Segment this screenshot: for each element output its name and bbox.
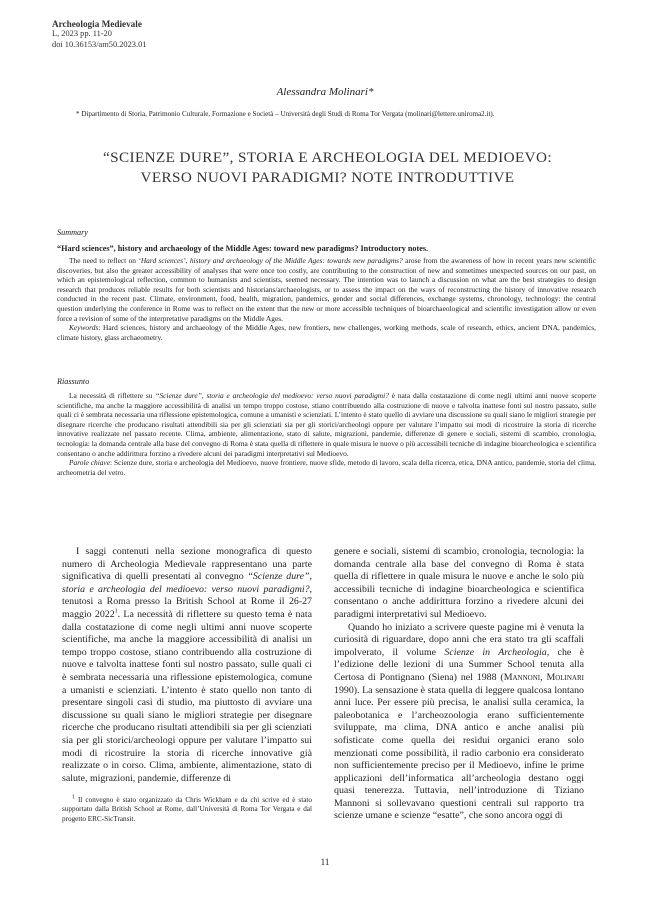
- abstract-english: [57, 256, 596, 342]
- italic-run: “Scienze dure”, storia e archeologia del medioevo: verso nuovi paradigmi?: [62, 571, 312, 595]
- text-run: The need to reflect on: [69, 256, 139, 265]
- italic-run: ‘Hard sciences’, history and archaeology of the Middle Ages: towards new paradigms?: [138, 256, 403, 265]
- italic-run: “Scienze dure”, storia e archeologia del medioevo: verso nuovi paradigmi?: [155, 391, 389, 400]
- abstract-it-paragraph: [57, 391, 596, 458]
- author-affiliation: * Dipartimento di Storia, Patrimonio Culturale, Formazione e Società – Università degli Studi di Roma Tor Vergata (molinari@lettere.uniroma2.it).: [76, 110, 495, 118]
- keywords-list: : Scienze dure, storia e archeologia del Medioevo, nuove frontiere, nuove sfide, metodo di lavoro, scala della ricerca, etica, DNA antico, pandemie, storia del clima, archeometria del vetro.: [57, 458, 596, 477]
- footnote-text: Il convegno è stato organizzato da Chris Wickham e da chi scrive ed è stato supportato dalla British School at Rome, dall’Università di Roma Tor Vergata e dal progetto ERC-SicTransit.: [62, 796, 312, 823]
- footnote-paragraph: [62, 796, 312, 824]
- title-line-2: VERSO NUOVI PARADIGMI? NOTE INTRODUTTIVE: [140, 169, 515, 186]
- text-run: ,: [540, 671, 547, 683]
- text-run: arose from the awareness of how in recent years new scientific discoveries, but also the greater accessibility of analyses that were once too costly, are contributing to the construction of new and sometimes unexpected sources on our past, on which an epistemological reflection, common to humanists and scientists, seemed necessary. The intention was to launch a discussion on what are the best strategies to design research that produces reliable results for both scientists and historians/archaeologists, or to assess the impact on the ways of reconstructing the history of innovative research conducted in the recent past. Climate, environment, food, health, migration, pandemics, gender and social differences, exchange systems, chronology, technology: the central question underlying the conference in Rome was to reflect on the extent that the new or more accessible techniques of bioarchaeological and scientific investigation allow or even force a revision of some of the interpretative paradigms on the Middle Ages.: [57, 256, 596, 323]
- journal-doi: doi 10.36153/am50.2023.01: [52, 39, 147, 49]
- journal-header: [52, 19, 146, 50]
- body-column-left: [62, 546, 312, 785]
- text-run: è nata dalla costatazione di come negli ultimi anni nuove scoperte scientifiche, ma anche la maggiore accessibilità di analisi un tempo troppo costose, stiano contribuendo alla costruzione di nuove e talvolta inattese fonti sul nostro passato, sulle quali ci è sembrata necessaria una riflessione epistemologica, comune a umanisti e scienziati. L’intento è stato quello di avviare una discussione su quali siano le migliori strategie per disegnare ricerche che producano risultati attendibili sia per gli scienziati sia per gli storici/archeologi oppure per valutare l’impatto sui modi di ricostruire la storia di ricerche innovative realizzate nel passato recente. Clima, ambiente, alimentazione, stato di salute, migrazioni, pandemie, differenze di genere e sociali, sistemi di scambio, cronologia, tecnologia: la domanda centrale alla base del convegno di Roma è stata quella di riflettere in quale misura le nuove o più accessibili tecniche di indagine bioarcheologica e scientifica consentano o anche addirittura forzino a rivedere alcuni dei paradigmi interpretativi sul Medioevo.: [57, 391, 596, 458]
- body-paragraph: [62, 546, 312, 785]
- article-title: [40, 148, 615, 188]
- author-name: Alessandra Molinari: [276, 86, 368, 98]
- text-run: Quando ho iniziato a scrivere queste pagine mi è venuta la curiosità di riguardare, dopo anni che era stato tra gli scaffali impolverato, il volume: [334, 621, 584, 658]
- text-run: La necessità di riflettere su: [69, 391, 156, 400]
- body-column-right: [334, 546, 584, 823]
- citation-author: Mannoni: [503, 671, 541, 683]
- english-title: “Hard sciences”, history and archaeology of the Middle Ages: toward new paradigms? Introductory notes.: [57, 244, 429, 253]
- abstract-italian: [57, 391, 596, 477]
- keywords-label: Keywords: [69, 323, 99, 333]
- footnote-number: 1: [72, 794, 75, 801]
- journal-volume: L, 2023 pp. 11-20: [52, 29, 112, 39]
- footnote-ref[interactable]: 1: [114, 608, 118, 615]
- citation-author: Molinari: [546, 671, 584, 683]
- keywords-list: : Hard sciences, history and archaeology of the Middle Ages, new frontiers, new challenges, working methods, scale of research, ethics, ancient DNA, pandemics, climate history, glass archaeometry.: [57, 323, 596, 342]
- abstract-en-keywords: [57, 323, 596, 342]
- abstract-en-paragraph: [57, 256, 596, 323]
- author: [0, 86, 650, 98]
- riassunto-heading: Riassunto: [57, 377, 90, 386]
- italic-run: Scienze in Archeologia: [444, 646, 547, 658]
- text-run: 1990). La sensazione è stata quella di leggere qualcosa lontano anni luce. Per essere più precisa, le analisi sulla ceramica, la paleobotanica e l’archeozoologia erano sufficientemente sviluppate, ma clima, DNA antico e anche analisi più sofisticate come quella dei residui organici erano solo menzionati come possibilità, il radio carbonio era considerato non sufficientemente preciso per il Medioevo, infine le prime applicazioni dell’informatica all’archeologia destano oggi quasi tenerezza. Tuttavia, nell’introduzione di Tiziano Mannoni si sollevavano questioni centrali sul rapporto tra scienze umane e scienze “esatte”, che sono ancora oggi di: [334, 684, 584, 822]
- title-line-1: “SCIENZE DURE”, STORIA E ARCHEOLOGIA DEL MEDIOEVO:: [102, 149, 552, 166]
- text-run: , tenutosi a Roma presso la British School at Rome il 26-27 maggio 2022: [62, 583, 312, 620]
- body-paragraph: [334, 622, 584, 824]
- page-number: 11: [320, 857, 330, 867]
- body-paragraph: genere e sociali, sistemi di scambio, cronologia, tecnologia: la domanda centrale alla base del convegno di Roma è stata quella di riflettere in quale misura le nuove e anche le solo più accessibili tecniche di indagine bioarcheologica e scientifica consentano o anche addirittura forzino a rivedere alcuni dei paradigmi interpretativi sul Medioevo.: [334, 546, 584, 620]
- journal-name: Archeologia Medievale: [52, 19, 142, 29]
- text-run: , che è l’edizione delle lezioni di una Summer School tenuta alla Certosa di Pontignano (Siena) nel 1988 (: [334, 646, 585, 683]
- abstract-it-keywords: [57, 458, 596, 477]
- footnote: [62, 796, 312, 824]
- keywords-label: Parole chiave: [69, 458, 111, 468]
- summary-heading: Summary: [57, 228, 88, 237]
- text-run: I saggi contenuti nella sezione monografica di questo numero di Archeologia Medievale rappresentano una parte significativa di quelli presentati al convegno: [62, 546, 312, 583]
- author-mark: *: [367, 86, 374, 98]
- text-run: . La necessità di riflettere su questo tema è nata dalla costatazione di come negli ultimi anni nuove scoperte scientifiche, ma anche la maggiore accessibilità di analisi un tempo troppo costose, stiano contribuendo alla costruzione di nuove e talvolta inattese fonti sul nostro passato, sulle quali ci è sembrata necessaria una riflessione epistemologica, comune a umanisti e scienziati. L’intento è stato quello non tanto di presentare singoli casi di studio, ma piuttosto di avviare una discussione su quali siano le migliori strategie per disegnare ricerche che producano risultati attendibili sia per gli scienziati sia per gli storici/archeologi oppure per valutare l’impatto sui modi di ricostruire la storia di ricerche innovative già realizzate o in corso. Clima, ambiente, alimentazione, stato di salute, migrazioni, pandemie, differenze di: [62, 608, 312, 784]
